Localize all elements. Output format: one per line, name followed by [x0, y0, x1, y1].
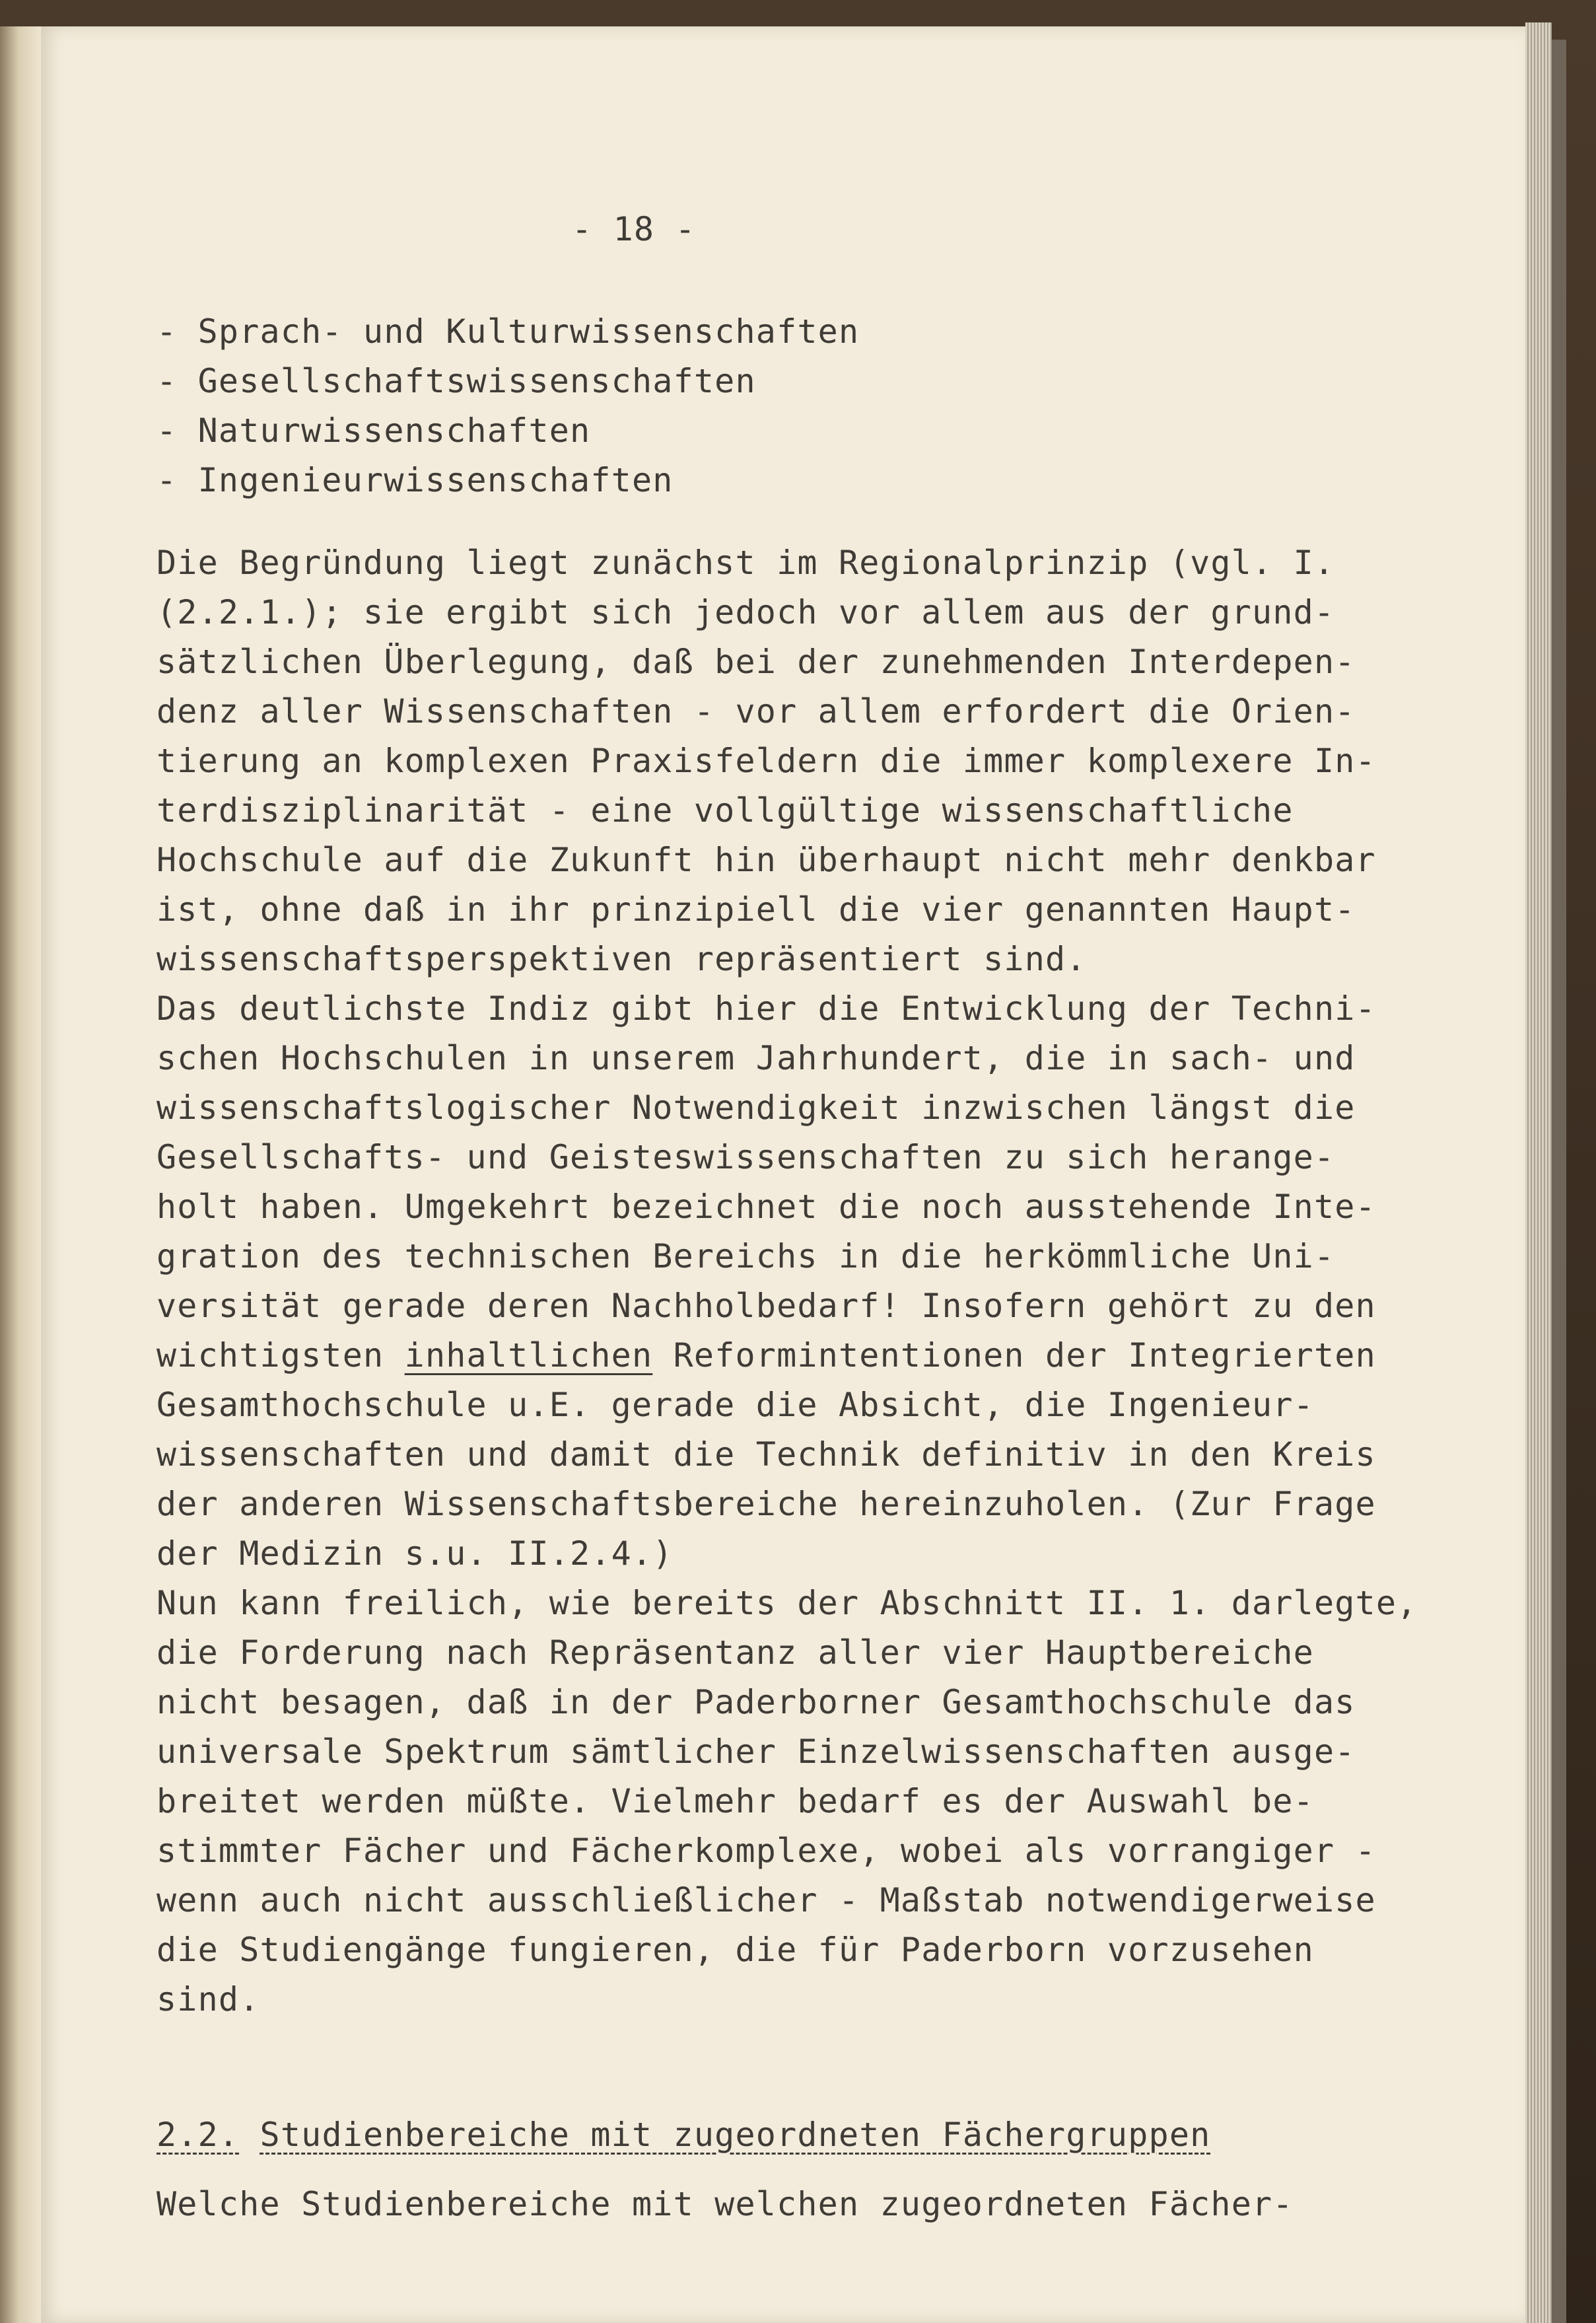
text-segment: Reformintentionen der Integrierten: [652, 1336, 1376, 1375]
text-line: (2.2.1.); sie ergibt sich jedoch vor allem aus der grund-: [156, 593, 1335, 631]
text-line: tierung an komplexen Praxisfeldern die immer komplexere In-: [156, 742, 1376, 780]
section-number: 2.2.: [156, 2116, 240, 2154]
text-line: nicht besagen, daß in der Paderborner Gesamthochschule das: [156, 1683, 1356, 1721]
list-item: - Naturwissenschaften: [156, 411, 591, 450]
binding-shadow: [1552, 40, 1566, 2323]
text-line: schen Hochschulen in unserem Jahrhundert, die in sach- und: [156, 1039, 1356, 1077]
text-line: stimmter Fächer und Fächerkomplexe, wobei als vorrangiger -: [156, 1832, 1376, 1870]
text-line: die Forderung nach Repräsentanz aller vier Hauptbereiche: [156, 1633, 1314, 1672]
text-segment: wichtigsten: [156, 1336, 405, 1375]
text-line: wissenschaften und damit die Technik definitiv in den Kreis: [156, 1435, 1376, 1474]
section-title: Studienbereiche mit zugeordneten Fächergruppen: [260, 2116, 1211, 2154]
text-line: sätzlichen Überlegung, daß bei der zunehmenden Interdepen-: [156, 643, 1356, 681]
text-line: Nun kann freilich, wie bereits der Abschnitt II. 1. darlegte,: [156, 1584, 1418, 1622]
text-line: ist, ohne daß in ihr prinzipiell die vier genannten Haupt-: [156, 890, 1356, 929]
left-page-edge: [0, 26, 41, 2323]
text-line: sind.: [156, 1980, 260, 2019]
text-line: versität gerade deren Nachholbedarf! Insofern gehört zu den: [156, 1287, 1376, 1325]
text-line: denz aller Wissenschaften - vor allem erfordert die Orien-: [156, 692, 1356, 731]
text-line: wissenschaftslogischer Notwendigkeit inzwischen längst die: [156, 1089, 1356, 1127]
text-line: Das deutlichste Indiz gibt hier die Entwicklung der Techni-: [156, 989, 1376, 1028]
page-number: - 18 -: [572, 210, 696, 248]
text-line: die Studiengänge fungieren, die für Paderborn vorzusehen: [156, 1931, 1314, 1969]
list-item: - Ingenieurwissenschaften: [156, 461, 674, 499]
text-line: der anderen Wissenschaftsbereiche hereinzuholen. (Zur Frage: [156, 1485, 1376, 1523]
text-line: Hochschule auf die Zukunft hin überhaupt nicht mehr denkbar: [156, 841, 1376, 879]
text-line: der Medizin s.u. II.2.4.): [156, 1534, 674, 1573]
text-line: Gesamthochschule u.E. gerade die Absicht, die Ingenieur-: [156, 1386, 1314, 1424]
final-line: Welche Studienbereiche mit welchen zugeordneten Fächer-: [156, 2185, 1294, 2223]
list-item: - Gesellschaftswissenschaften: [156, 362, 756, 400]
underlined-word: inhaltlichen: [404, 1336, 653, 1375]
text-line: universale Spektrum sämtlicher Einzelwissenschaften ausge-: [156, 1733, 1356, 1771]
text-line: terdisziplinarität - eine vollgültige wissenschaftliche: [156, 791, 1294, 830]
text-line: wenn auch nicht ausschließlicher - Maßstab notwendigerweise: [156, 1881, 1376, 1919]
text-line: gration des technischen Bereichs in die herkömmliche Uni-: [156, 1237, 1335, 1275]
emphasis-line: [156, 1331, 1376, 1380]
text-line: holt haben. Umgekehrt bezeichnet die noch ausstehende Inte-: [156, 1188, 1376, 1226]
text-line: wissenschaftsperspektiven repräsentiert sind.: [156, 940, 1087, 978]
list-item: - Sprach- und Kulturwissenschaften: [156, 312, 860, 351]
text-line: Gesellschafts- und Geisteswissenschaften zu sich herange-: [156, 1138, 1335, 1176]
text-line: breitet werden müßte. Vielmehr bedarf es der Auswahl be-: [156, 1782, 1314, 1820]
text-line: Die Begründung liegt zunächst im Regionalprinzip (vgl. I.: [156, 544, 1335, 582]
section-heading: [156, 2110, 1210, 2160]
page-stack-edge: [1525, 22, 1552, 2323]
